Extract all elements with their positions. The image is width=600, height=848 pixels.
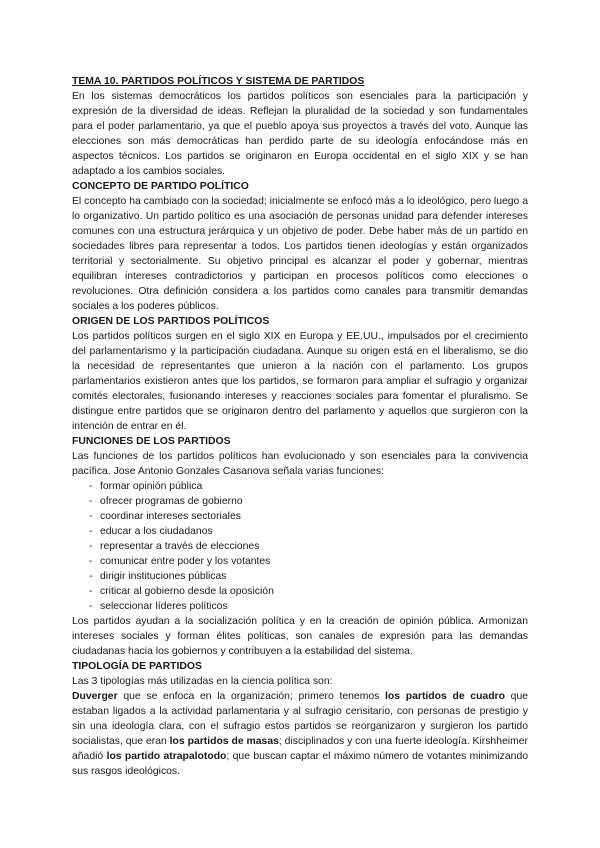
- list-item: [72, 599, 528, 614]
- list-item: [72, 584, 528, 599]
- list-item-text: educar a los ciudadanos: [100, 526, 213, 537]
- dash-bullet: -: [89, 511, 93, 522]
- list-item-text: coordinar intereses sectoriales: [100, 511, 241, 522]
- section-heading-concepto: CONCEPTO DE PARTIDO POLÍTICO: [72, 181, 249, 192]
- dash-bullet: -: [89, 556, 93, 567]
- funciones-outro-paragraph: Los partidos ayudan a la socialización política y en la creación de opinión pública. Armonizan intereses sociales y forman élites políticas, son canales de expresión para las demandas ciudadanas hacia los gobiernos y contribuyen a la estabilidad del sistema.: [72, 616, 528, 657]
- list-item-text: criticar al gobierno desde la oposición: [100, 586, 274, 597]
- list-item-text: ofrecer programas de gobierno: [100, 496, 243, 507]
- bold-term: los partido atrapalotodo: [106, 751, 227, 762]
- list-item: [72, 524, 528, 539]
- text-run: que estaban ligados a la actividad parlamentaria y al sufragio censitario, con personas de prestigio y sin una ideología clara, con el sufragio estos partidos se reorganizaron y surgieron los partido socialistas, que eran: [72, 691, 528, 747]
- funciones-intro-paragraph: Las funciones de los partidos políticos han evolucionado y son esenciales para la convivencia pacífica. Jose Antonio Gonzales Casanova señala varias funciones:: [72, 451, 528, 477]
- section-heading-tipologia: TIPOLOGÍA DE PARTIDOS: [72, 661, 202, 672]
- list-item: [72, 509, 528, 524]
- dash-bullet: -: [89, 586, 93, 597]
- section-heading-origen: ORIGEN DE LOS PARTIDOS POLÍTICOS: [72, 316, 270, 327]
- document-page: [72, 74, 528, 779]
- tipologia-intro-paragraph: Las 3 tipologías más utilizadas en la ciencia política son:: [72, 676, 333, 687]
- dash-bullet: -: [89, 526, 93, 537]
- duverger-paragraph: [72, 689, 528, 779]
- list-item-text: dirigir instituciones públicas: [100, 571, 227, 582]
- list-item: [72, 494, 528, 509]
- text-run: que se enfoca en la organización; primero tenemos: [117, 691, 386, 702]
- origen-paragraph: Los partidos políticos surgen en el siglo XIX en Europa y EE.UU., impulsados por el crecimiento del parlamentarismo y la participación ciudadana. Aunque su origen está en el liberalismo, se dio la necesidad de representantes que unieron a la nación con el parlamento. Los grupos parlamentarios existieron antes que los partidos, se formaron para ampliar el sufragio y organizar comités electorales, fusionando intereses y reacciones sociales para fomentar el pluralismo. Se distingue entre partidos que se originaron dentro del parlamento y aquellos que surgieron con la intención de entrar en él.: [72, 331, 528, 432]
- intro-paragraph: En los sistemas democráticos los partidos políticos son esenciales para la participación y expresión de la diversidad de ideas. Reflejan la pluralidad de la sociedad y son fundamentales para el poder parlamentario, ya que el pueblo apoya sus proyectos a través del voto. Aunque las elecciones son más democráticas han perdido parte de su ideología enfocándose más en aspectos técnicos. Los partidos se originaron en Europa occidental en el siglo XIX y se han adaptado a los cambios sociales.: [72, 91, 528, 177]
- funciones-list: [72, 479, 528, 614]
- text-run: ; que buscan captar el máximo número de votantes minimizando sus rasgos ideológicos.: [72, 751, 528, 777]
- list-item-text: representar a través de elecciones: [100, 541, 260, 552]
- list-item: [72, 554, 528, 569]
- list-item-text: formar opinión pública: [100, 481, 203, 492]
- list-item: [72, 569, 528, 584]
- list-item: [72, 479, 528, 494]
- dash-bullet: -: [89, 541, 93, 552]
- bold-term: Duverger: [72, 691, 118, 702]
- bold-term: los partidos de cuadro: [385, 691, 505, 702]
- dash-bullet: -: [89, 481, 93, 492]
- concepto-paragraph: El concepto ha cambiado con la sociedad; inicialmente se enfocó más a lo ideológico, pero luego a lo organizativo. Un partido político es una asociación de personas unidad para defender intereses comunes con una estructura jerárquica y un objetivo de poder. Debe haber más de un partido en sociedades libres para representar a todos. Los partidos tienen ideologías y están organizados territorial y sectorialmente. Su objetivo principal es alcanzar el poder y gobernar, mientras equilibran intereses contradictorios y participan en procesos políticos como elecciones o revoluciones. Otra definición considera a los partidos como canales para transmitir demandas sociales a los poderes públicos.: [72, 196, 528, 312]
- dash-bullet: -: [89, 571, 93, 582]
- section-heading-funciones: FUNCIONES DE LOS PARTIDOS: [72, 436, 231, 447]
- list-item-text: comunicar entre poder y los votantes: [100, 556, 271, 567]
- bold-term: los partidos de masas: [169, 736, 279, 747]
- list-item: [72, 539, 528, 554]
- list-item-text: seleccionar líderes políticos: [100, 601, 228, 612]
- dash-bullet: -: [89, 496, 93, 507]
- text-run: ; disciplinados y con una fuerte ideología. Kirshheimer añadió: [72, 736, 528, 762]
- page-title: TEMA 10. PARTIDOS POLÍTICOS Y SISTEMA DE PARTIDOS: [72, 76, 365, 87]
- dash-bullet: -: [89, 601, 93, 612]
